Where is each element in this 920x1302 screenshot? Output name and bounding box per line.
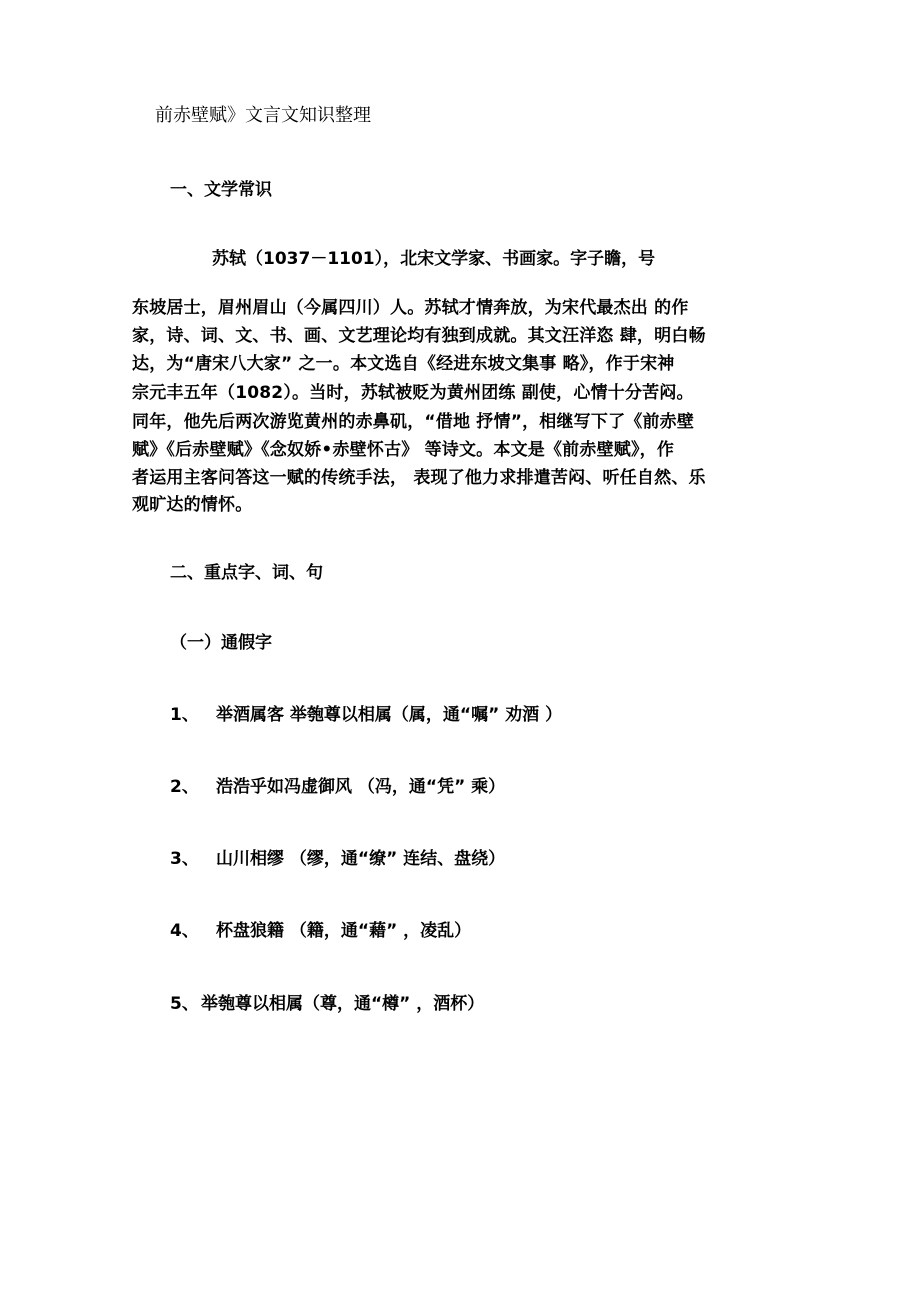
- item-text: 举酒属客 举匏尊以相属（属，通“嘱” 劝酒 ）: [216, 705, 563, 725]
- item-number: 5、: [170, 994, 199, 1014]
- paragraph-line: 观旷达的情怀。: [132, 495, 253, 515]
- item-number: 3、: [170, 849, 199, 869]
- item-number: 1、: [170, 705, 199, 725]
- paragraph-line: 宗元丰五年（1082）。当时，苏轼被贬为黄州团练 副使，心情十分苦闷。: [132, 383, 694, 403]
- paragraph-line: 家，诗、词、文、书、画、文艺理论均有独到成就。其文汪洋恣 肆，明白畅: [132, 326, 706, 346]
- item-number: 4、: [170, 921, 199, 941]
- paragraph-line: 达，为“唐宋八大家” 之一。本文选自《经进东坡文集事 略》，作于宋神: [132, 354, 675, 374]
- paragraph-line: 赋》《后赤壁赋》《念奴娇•赤壁怀古》 等诗文。本文是《前赤壁赋》，作: [132, 440, 675, 460]
- item-text: 浩浩乎如冯虚御风 （冯，通“凭” 乘）: [216, 777, 506, 797]
- section-heading-key-words: 二、重点字、词、句: [170, 563, 323, 583]
- section-heading-literary-knowledge: 一、文学常识: [170, 180, 272, 200]
- item-text: 山川相缪 （缪，通“缭” 连结、盘绕）: [216, 849, 506, 869]
- item-text: 杯盘狼籍 （籍，通“藉” ，凌乱）: [216, 921, 472, 941]
- paragraph-line: 者运用主客问答这一赋的传统手法， 表现了他力求排遣苦闷、听任自然、乐: [132, 468, 706, 488]
- document-title: 前赤壁赋》文言文知识整理: [155, 105, 371, 126]
- item-number: 2、: [170, 777, 199, 797]
- item-text: 举匏尊以相属（尊，通“樽” ，酒杯）: [201, 994, 485, 1014]
- intro-line: 苏轼（1037－1101），北宋文学家、书画家。字子瞻，号: [212, 249, 656, 269]
- subheading-interchangeable-characters: （一）通假字: [170, 633, 272, 653]
- paragraph-line: 东坡居士，眉州眉山（今属四川）人。苏轼才情奔放，为宋代最杰出 的作: [132, 298, 689, 318]
- paragraph-line: 同年，他先后两次游览黄州的赤鼻矶，“借地 抒情”，相继写下了《前赤壁: [132, 412, 695, 432]
